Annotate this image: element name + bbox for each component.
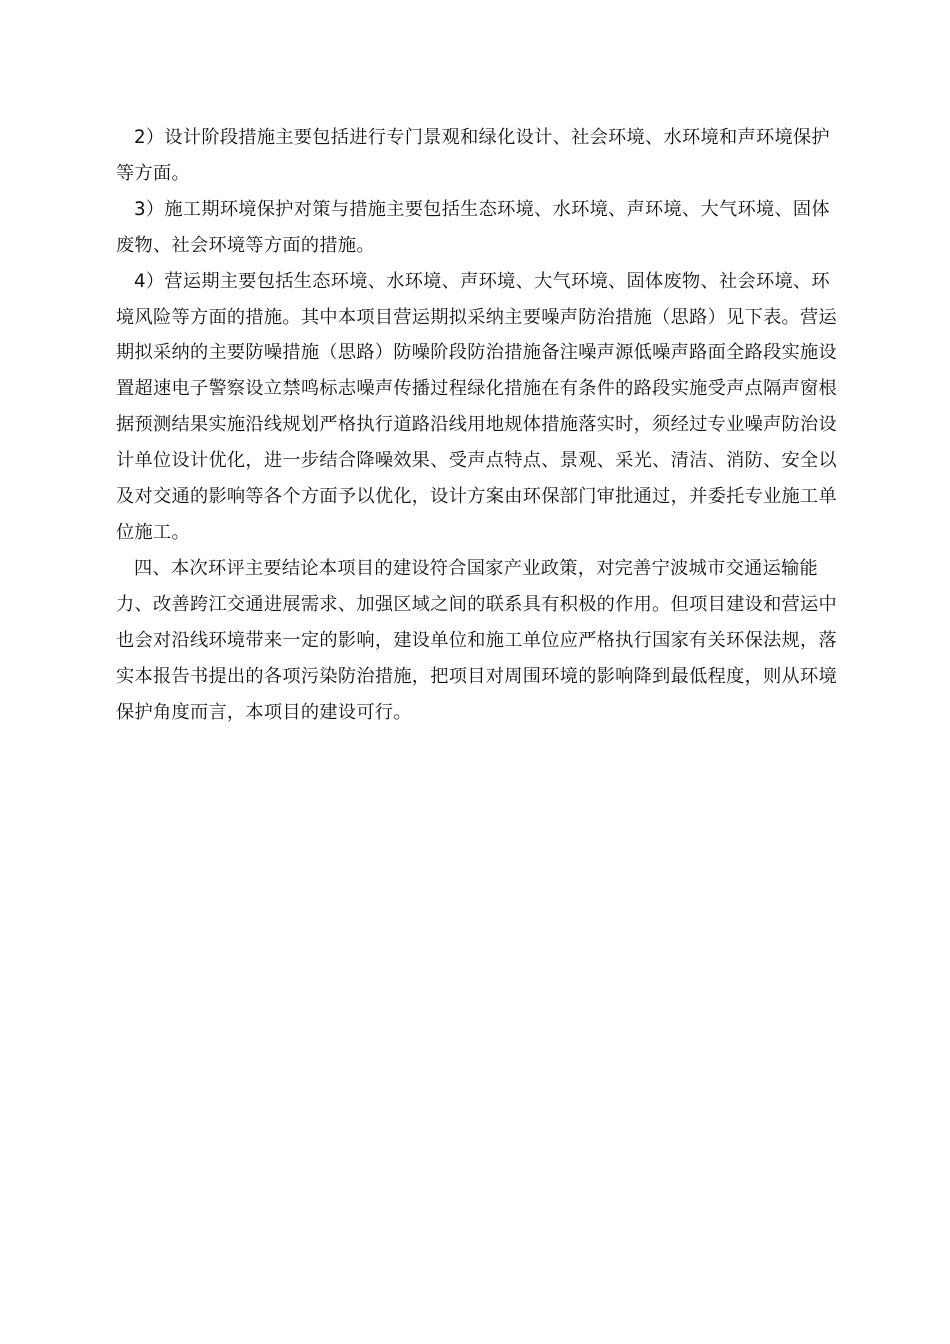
paragraph-design-stage: 2）设计阶段措施主要包括进行专门景观和绿化设计、社会环境、水环境和声环境保护等方面。 xyxy=(116,127,830,184)
document-body xyxy=(116,120,838,730)
paragraph-construction-stage: 3）施工期环境保护对策与措施主要包括生态环境、水环境、声环境、大气环境、固体废物、社会环境等方面的措施。 xyxy=(116,198,830,256)
paragraph-operation-stage: 4）营运期主要包括生态环境、水环境、声环境、大气环境、固体废物、社会环境、环境风险等方面的措施。其中本项目营运期拟采纳主要噪声防治措施（思路）见下表。营运期拟采纳的主要防噪措施（思路）防噪阶段防治措施备注噪声源低噪声路面全路段实施设置超速电子警察设立禁鸣标志噪声传播过程绿化措施在有条件的路段实施受声点隔声窗根据预测结果实施沿线规划严格执行道路沿线用地规体措施落实时，须经过专业噪声防治设计单位设计优化，进一步结合降噪效果、受声点特点、景观、采光、清洁、消防、安全以及对交通的影响等各个方面予以优化，设计方案由环保部门审批通过，并委托专业施工单位施工。 xyxy=(116,270,838,543)
paragraph-conclusion: 四、本次环评主要结论本项目的建设符合国家产业政策，对完善宁波城市交通运输能力、改善跨江交通进展需求、加强区域之间的联系具有积极的作用。但项目建设和营运中也会对沿线环境带来一定的影响，建设单位和施工单位应严格执行国家有关环保法规，落实本报告书提出的各项污染防治措施，把项目对周围环境的影响降到最低程度，则从环境保护角度而言，本项目的建设可行。 xyxy=(116,557,838,723)
